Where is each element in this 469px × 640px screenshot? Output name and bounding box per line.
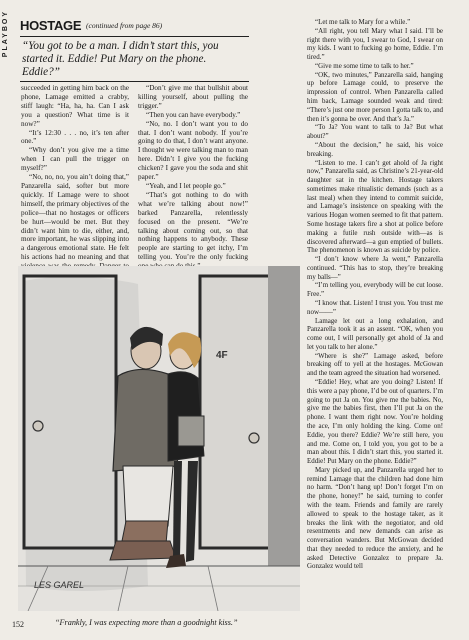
column-3 [307,18,443,571]
section-title: HOSTAGE [20,18,82,33]
door-number: 4F [216,350,228,361]
paragraph: “Why don’t you give me a time when I can pull the trigger on myself?” [21,146,129,173]
paragraph: Lamage let out a long exhalation, and Panzarella took it as an assent. “OK, when you come out, I will personally get ahold of Ja and let you talk to her alone.” [307,316,443,351]
column-2 [138,84,248,271]
page-number: 152 [12,620,24,629]
cartoon-illustration [18,266,300,611]
paragraph: “Eddie! Hey, what are you doing? Listen! If this were a pay phone, I’d be out of quarters. I’m going to put Ja on. You give me the babies. No, give me the babies first, then I’ll put Ja on the phone. I want them right now. You’re holding the ace, I’m only holding the king. Come on! Eddie, you there? Eddie? We’re still here, you and me. Come on, I told you, you got to be a man about this. I didn’t start this, you started it. Eddie! Put Mary on the phone. Eddie?” [307,378,444,466]
pullquote: “You got to be a man. I didn’t start this, you started it. Eddie! Put Mary on the phone. Eddie?” [22,40,219,78]
paragraph: “I know that. Listen! I trust you. You trust me now——” [307,299,443,316]
paragraph: “Listen to me. I can’t get ahold of Ja right now,” Panzarella said, as Christine’s 21-year-old daughter sat in the kitchen. Hostage takers sometimes make ritualistic demands (such as a last meal) when they intend to commit suicide, and Lamage’s insistence on speaking with the various Hogan women seemed to fit that pattern. Some hostage takers fire a shot at police before making a futile rush outside with—as is discovered afterward—a gun emptied of bullets. The phenomenon is known as suicide by police. [307,158,443,255]
top-rule [20,36,249,37]
paragraph: “No, no, no, you ain’t doing that,” Panzarella said, softer but more quickly. If Lamage were to shoot himself, the primary objectives of the police—that no hostages or officers be hurt—would be met. But they didn’t want him to die, either, and, more important, he was slipping into a dangerous emotional state. He felt his actions had no meaning and that [21,173,129,262]
paragraph: “OK, two minutes,” Panzarella said, hanging up before Lamage could, to preserve the impression of control. When Panzarella called him back, Lamage sounded weak and tired: “There’s just one more person I gotta talk to, and then it’s gonna be over. And that’s Ja.” [307,70,444,123]
paragraph: “It’s 12:30 . . . no, it’s ten after one.” [21,128,129,146]
column-1 [21,84,129,289]
paragraph: “I don’t know where Ja went,” Panzarella continued. “This has to stop, they’re breaking my balls—” [307,255,443,281]
paragraph: “Then you can have everybody.” [146,110,241,119]
paragraph: “Give me some time to talk to her.” [315,61,414,70]
paragraph: succeeded in getting him back on the phone, Lamage emitted a crabby, stiff laugh: “Ha, ha, ha. Can I ask you a question? What time is it now?” [21,84,129,128]
paragraph: “Let me talk to Mary for a while.” [315,18,411,26]
paragraph: “Yeah, and I let people go.” [146,181,226,190]
paragraph: “Where is she?” Lamage asked, before breaking off to yell at the hostages. McGowan and the team agreed the situation had worsened. [307,351,443,378]
paragraph: “All right, you tell Mary what I said. I’ll be right there with you, I swear to God, I swear on my kids. I want to fucking go home, Eddie. I’m tired.” [307,26,443,62]
paragraph: “I’m telling you, everybody will be cut loose. Free.” [307,281,443,299]
paragraph: “About the decision,” he said, his voice breaking. [307,140,443,158]
magazine-name-vertical: PLAYBOY [2,10,9,58]
paragraph: Mary picked up, and Panzarella urged her to remind Lamage that the children had done him no harm. “Don’t hang up! Don’t forget I’m on the phone, honey!” he said, turning to confer with the team. Friends and family are rarely allowed to speak to the hostage taker, as it breaks the link with the negotiator, and old resentments and new demands can arise as conversation wanders. But McGowan decided that they needed to reduce the anxiety, and he asked Detective Gonzalez to prepare Ja. Gonzalez would tell [307,465,443,571]
cartoon-caption: “Frankly, I was expecting more than a goodnight kiss.” [55,618,238,627]
continued-note: (continued from page 86) [86,21,163,30]
paragraph: “To Ja? You want to talk to Ja? But what about?” [307,123,443,141]
cartoonist-signature: LES GAREL [34,580,85,590]
paragraph: “Don’t give me that bullshit about killing yourself, about pulling the trigger.” [138,84,248,110]
paragraph: “No, no. I don’t want you to do that. I don’t want nobody. If you’re going to do that, I don’t want anyone. I thought we were talking man to man here. Didn’t I give you the fucking chicken? I gave you the soda and shit paper.” [138,119,248,182]
paragraph: “That’s got nothing to do with what we’re talking about now!” barked Panzarella, relentlessly focused on the present. “We’re talking about coming out, so that nothing happens to anybody. These people are starting to get itchy, I’m telling you. You’re the only fucking [138,190,248,262]
pullquote-bottom-rule [20,81,249,82]
